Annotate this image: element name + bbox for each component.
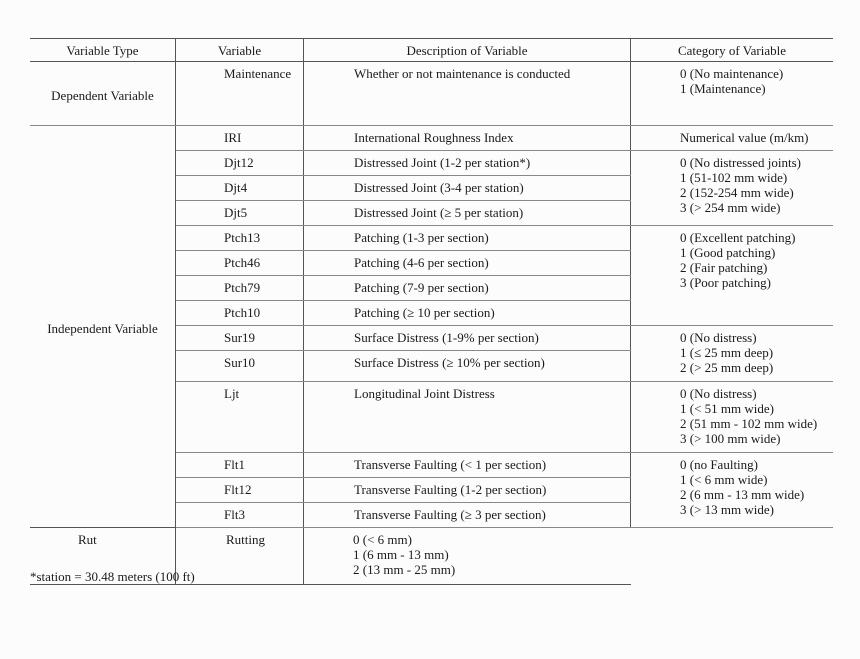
variable-cell: Djt4 <box>176 176 304 201</box>
description-cell: Distressed Joint (1-2 per station*) <box>304 151 631 176</box>
category-line: 1 (Maintenance) <box>680 81 766 96</box>
description-cell: Patching (7-9 per section) <box>304 276 631 301</box>
description-cell: Whether or not maintenance is conducted <box>304 62 631 126</box>
category-line: 1 (Good patching) <box>680 245 776 260</box>
category-cell <box>631 126 834 151</box>
description-cell: Longitudinal Joint Distress <box>304 382 631 453</box>
description-cell: Patching (≥ 10 per section) <box>304 301 631 326</box>
header-variable-type: Variable Type <box>30 39 176 62</box>
description-cell: Transverse Faulting (1-2 per section) <box>304 478 631 503</box>
category-line: 0 (no Faulting) <box>680 457 758 472</box>
category-line: 1 (< 6 mm wide) <box>680 472 768 487</box>
variable-type-cell: Independent Variable <box>30 126 176 528</box>
variable-cell: Ptch79 <box>176 276 304 301</box>
category-cell <box>631 151 834 226</box>
description-cell: Patching (4-6 per section) <box>304 251 631 276</box>
variable-cell: Ljt <box>176 382 304 453</box>
variable-cell: IRI <box>176 126 304 151</box>
category-line: 2 (6 mm - 13 mm wide) <box>680 487 805 502</box>
category-cell <box>304 528 631 585</box>
category-line: 3 (> 100 mm wide) <box>680 431 781 446</box>
category-line: 3 (> 13 mm wide) <box>680 502 774 517</box>
category-line: 3 (> 254 mm wide) <box>680 200 781 215</box>
description-cell: International Roughness Index <box>304 126 631 151</box>
category-line: 2 (152-254 mm wide) <box>680 185 794 200</box>
category-line: 2 (> 25 mm deep) <box>680 360 774 375</box>
variable-cell: Flt3 <box>176 503 304 528</box>
description-cell: Transverse Faulting (≥ 3 per section) <box>304 503 631 528</box>
category-line: 0 (No distressed joints) <box>680 155 801 170</box>
category-cell <box>631 453 834 528</box>
variable-cell: Ptch46 <box>176 251 304 276</box>
header-category: Category of Variable <box>631 39 834 62</box>
category-line: 1 (< 51 mm wide) <box>680 401 774 416</box>
variable-cell: Ptch13 <box>176 226 304 251</box>
category-cell <box>631 226 834 326</box>
variable-cell: Sur10 <box>176 351 304 382</box>
category-line: 2 (Fair patching) <box>680 260 768 275</box>
description-cell: Distressed Joint (3-4 per station) <box>304 176 631 201</box>
table-row <box>30 62 833 126</box>
description-cell: Rutting <box>176 528 304 585</box>
category-line: 0 (No maintenance) <box>680 66 784 81</box>
description-cell: Surface Distress (≥ 10% per section) <box>304 351 631 382</box>
variable-cell: Flt1 <box>176 453 304 478</box>
category-cell <box>631 62 834 126</box>
description-cell: Transverse Faulting (< 1 per section) <box>304 453 631 478</box>
description-cell: Surface Distress (1-9% per section) <box>304 326 631 351</box>
category-line: 3 (Poor patching) <box>680 275 771 290</box>
variable-cell: Djt12 <box>176 151 304 176</box>
table-row <box>30 126 833 151</box>
category-cell <box>631 382 834 453</box>
footnote: *station = 30.48 meters (100 ft) <box>30 569 195 584</box>
header-row <box>30 39 833 62</box>
description-cell: Patching (1-3 per section) <box>304 226 631 251</box>
description-cell: Distressed Joint (≥ 5 per station) <box>304 201 631 226</box>
category-line: 1 (51-102 mm wide) <box>680 170 788 185</box>
variable-cell: Flt12 <box>176 478 304 503</box>
category-line: 1 (≤ 25 mm deep) <box>680 345 774 360</box>
variable-cell: Maintenance <box>176 62 304 126</box>
variable-cell: Rut <box>30 528 176 585</box>
variable-cell: Djt5 <box>176 201 304 226</box>
category-line: 0 (No distress) <box>680 386 757 401</box>
category-line: 2 (51 mm - 102 mm wide) <box>680 416 818 431</box>
variable-cell: Sur19 <box>176 326 304 351</box>
category-cell <box>631 326 834 382</box>
category-line: 0 (Excellent patching) <box>680 230 796 245</box>
category-line: 2 (13 mm - 25 mm) <box>353 562 456 577</box>
variables-table <box>30 38 833 585</box>
variable-type-cell: Dependent Variable <box>30 62 176 126</box>
category-line: 0 (< 6 mm) <box>353 532 412 547</box>
header-variable: Variable <box>176 39 304 62</box>
category-line: Numerical value (m/km) <box>680 130 809 145</box>
category-line: 0 (No distress) <box>680 330 757 345</box>
header-description: Description of Variable <box>304 39 631 62</box>
category-line: 1 (6 mm - 13 mm) <box>353 547 449 562</box>
variable-cell: Ptch10 <box>176 301 304 326</box>
